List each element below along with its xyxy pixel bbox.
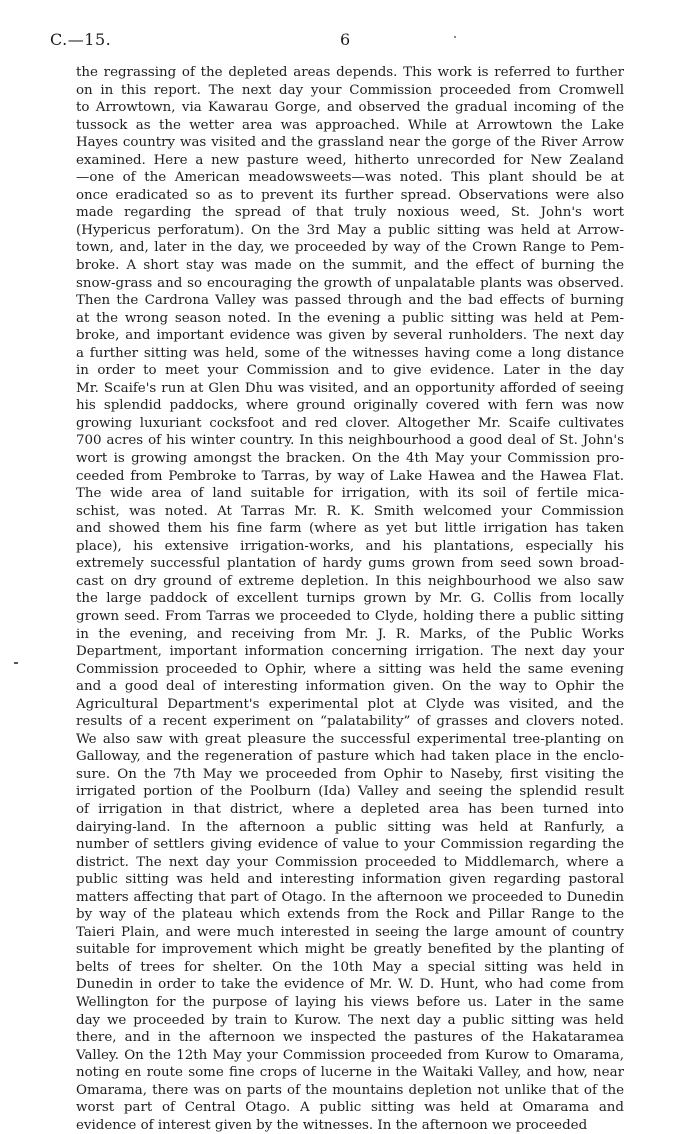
text-line: of irrigation in that district, where a depleted area has been turned into	[76, 801, 624, 817]
text-line: matters affecting that part of Otago. In the afternoon we proceeded to Dunedin	[76, 889, 624, 905]
text-line: growing luxuriant cocksfoot and red clover. Altogether Mr. Scaife cultivates	[76, 415, 624, 431]
text-line: broke. A short stay was made on the summit, and the effect of burning the	[76, 258, 624, 274]
text-line: Taieri Plain, and were much interested in seeing the large amount of country	[76, 924, 624, 940]
text-line: grown seed. From Tarras we proceeded to Clyde, holding there a public sitting	[76, 608, 624, 624]
text-line: Agricultural Department's experimental plot at Clyde was visited, and the	[76, 696, 624, 712]
text-line: suitable for improvement which might be greatly benefited by the planting of	[76, 942, 624, 958]
text-line: his splendid paddocks, where ground originally covered with fern was now	[76, 398, 624, 414]
text-line: by way of the plateau which extends from the Rock and Pillar Range to the	[76, 907, 624, 923]
text-line: to Arrowtown, via Kawarau Gorge, and observed the gradual incoming of the	[76, 100, 624, 116]
text-line: the large paddock of excellent turnips grown by Mr. G. Collis from locally	[76, 591, 624, 607]
page-speck	[454, 36, 456, 38]
text-line: dairying-land. In the afternoon a public sitting was held at Ranfurly, a	[76, 819, 624, 835]
text-line: town, and, later in the day, we proceeded by way of the Crown Range to Pem-	[76, 240, 624, 256]
text-line: worst part of Central Otago. A public sitting was held at Omarama and	[76, 1100, 624, 1116]
text-line: Hayes country was visited and the grassland near the gorge of the River Arrow	[76, 135, 624, 151]
text-line: snow-grass and so encouraging the growth of unpalatable plants was observed.	[76, 275, 624, 291]
text-line: number of settlers giving evidence of value to your Commission regarding the	[76, 837, 624, 853]
text-line: ceeded from Pembroke to Tarras, by way of Lake Hawea and the Hawea Flat.	[76, 468, 624, 484]
text-line: there, and in the afternoon we inspected the pastures of the Hakataramea	[76, 1030, 624, 1046]
text-line: a further sitting was held, some of the witnesses having come a long distance	[76, 345, 624, 361]
text-line: irrigated portion of the Poolburn (Ida) Valley and seeing the splendid result	[76, 784, 624, 800]
document-reference: C.—15.	[50, 30, 112, 49]
text-line: once eradicated so as to prevent its further spread. Observations were also	[76, 187, 624, 203]
text-line: broke, and important evidence was given by several runholders. The next day	[76, 328, 624, 344]
text-line: Omarama, there was on parts of the mountains depletion not unlike that of the	[76, 1082, 624, 1098]
text-line: wort is growing amongst the bracken. On the 4th May your Commission pro-	[76, 451, 624, 467]
text-line: tussock as the wetter area was approached. While at Arrowtown the Lake	[76, 117, 624, 133]
text-line: Galloway, and the regeneration of pasture which had taken place in the enclo-	[76, 749, 624, 765]
text-line: the regrassing of the depleted areas depends. This work is referred to further	[76, 65, 624, 80]
text-line: examined. Here a new pasture weed, hitherto unrecorded for New Zealand	[76, 152, 624, 168]
text-line: and showed them his fine farm (where as yet but little irrigation has taken	[76, 521, 624, 537]
text-line: Commission proceeded to Ophir, where a sitting was held the same evening	[76, 661, 624, 677]
text-line: sure. On the 7th May we proceeded from Ophir to Naseby, first visiting the	[76, 766, 624, 782]
text-line: Wellington for the purpose of laying his views before us. Later in the same	[76, 994, 624, 1010]
text-line: in order to meet your Commission and to give evidence. Later in the day	[76, 363, 624, 379]
text-line: day we proceeded by train to Kurow. The next day a public sitting was held	[76, 1012, 624, 1028]
margin-mark	[14, 662, 18, 664]
text-line: extremely successful plantation of hardy gums grown from seed sown broad-	[76, 556, 624, 572]
text-line: Department, important information concerning irrigation. The next day your	[76, 644, 624, 660]
text-line: 700 acres of his winter country. In this neighbourhood a good deal of St. John's	[76, 433, 624, 449]
text-line: Then the Cardrona Valley was passed through and the bad effects of burning	[76, 293, 624, 309]
text-line: Dunedin in order to take the evidence of Mr. W. D. Hunt, who had come from	[76, 977, 624, 993]
text-line: Mr. Scaife's run at Glen Dhu was visited, and an opportunity afforded of seeing	[76, 380, 624, 396]
text-line: —one of the American meadowsweets—was noted. This plant should be at	[76, 170, 624, 186]
text-line: public sitting was held and interesting information given regarding pastoral	[76, 872, 624, 888]
text-line: made regarding the spread of that truly noxious weed, St. John's wort	[76, 205, 624, 221]
page-number: 6	[340, 30, 351, 49]
text-line: on in this report. The next day your Commission proceeded from Cromwell	[76, 82, 624, 98]
text-line: district. The next day your Commission proceeded to Middlemarch, where a	[76, 854, 624, 870]
text-line: schist, was noted. At Tarras Mr. R. K. Smith welcomed your Commission	[76, 503, 624, 519]
text-line: We also saw with great pleasure the successful experimental tree-planting on	[76, 731, 624, 747]
text-line: evidence of interest given by the witnesses. In the afternoon we proceeded	[76, 1117, 588, 1133]
text-line: at the wrong season noted. In the evening a public sitting was held at Pem-	[76, 310, 624, 326]
body-text	[76, 64, 624, 1134]
text-line: Valley. On the 12th May your Commission proceeded from Kurow to Omarama,	[76, 1047, 624, 1063]
text-line: noting en route some fine crops of lucerne in the Waitaki Valley, and how, near	[76, 1065, 624, 1081]
text-line: cast on dry ground of extreme depletion. In this neighbourhood we also saw	[76, 573, 624, 589]
text-line: belts of trees for shelter. On the 10th May a special sitting was held in	[76, 959, 624, 975]
text-line: and a good deal of interesting information given. On the way to Ophir the	[76, 679, 624, 695]
text-line: in the evening, and receiving from Mr. J. R. Marks, of the Public Works	[76, 626, 624, 642]
text-line: The wide area of land suitable for irrigation, with its soil of fertile mica-	[76, 486, 624, 502]
text-line: place), his extensive irrigation-works, and his plantations, especially his	[76, 538, 624, 554]
text-line: results of a recent experiment on “palatability” of grasses and clovers noted.	[76, 714, 624, 730]
text-line: (Hypericus perforatum). On the 3rd May a public sitting was held at Arrow-	[76, 222, 624, 238]
